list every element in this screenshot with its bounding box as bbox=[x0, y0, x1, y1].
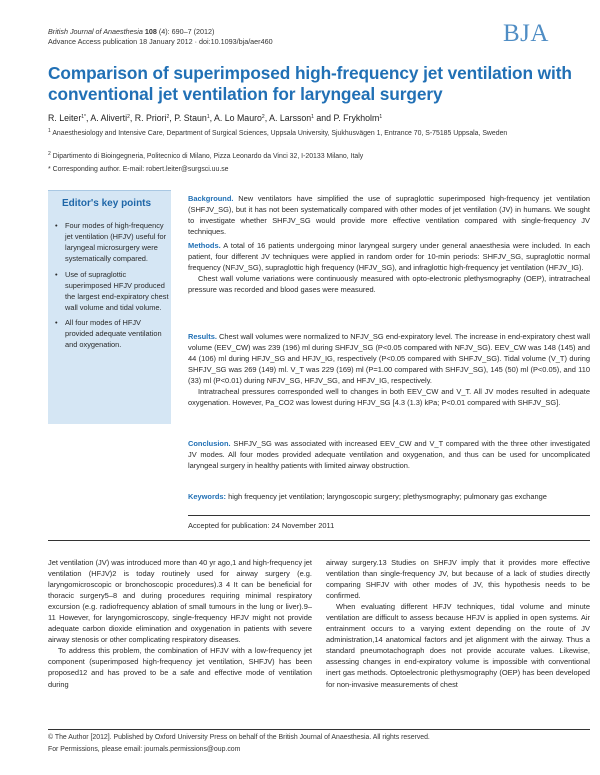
abstract-background bbox=[188, 193, 590, 237]
author-mark: 2 bbox=[261, 114, 265, 120]
section-label: Conclusion. bbox=[188, 439, 231, 448]
author-list: R. Leiter$^{1*}$, A. Aliverti$^2$, R. Priori$^2$, P. Staun$^1$, A. Lo Mauro$^2$, A. Larsson$^1$ and P. Frykholm$^1$ bbox=[48, 113, 383, 123]
bja-logo: BJA bbox=[503, 20, 549, 47]
journal-volume: 108 bbox=[144, 27, 157, 36]
author-mark: 1* bbox=[81, 114, 86, 120]
section-text: A total of 16 patients undergoing minor laryngeal surgery under general anaesthesia were included. In each patient, four different JV techniques were applied in random order for 10-min periods: SHFJV_SG, supraglottic normal frequency (NFJV_SG), supraglottic high frequency (HFJV_SG), and infraglottic high-frequency jet ventilation (HFJV_IG). bbox=[188, 241, 590, 273]
key-points-list bbox=[51, 220, 169, 355]
author: A. Lo Mauro bbox=[214, 113, 262, 123]
key-point-item: • Four modes of high-frequency jet ventilation (HFJV) useful for laryngeal microsurgery were systematically compared. bbox=[51, 220, 169, 264]
section-text: New ventilators have simplified the use of supraglottic superimposed high-frequency jet ventilation (SHFJV_SG), but it has not been systematically compared with other modes of jet ventilation (JV) in humans. We sought to investigate whether SHFJV_SG would provide more effective ventilation compared with single-frequency JV techniques. bbox=[188, 194, 590, 237]
corresponding-author: * Corresponding author. E-mail: robert.leiter@surgsci.uu.se bbox=[48, 166, 229, 173]
abstract-end-rule bbox=[48, 540, 590, 541]
journal-issue: (4): 690–7 (2012) bbox=[158, 27, 215, 36]
section-text: SHFJV_SG was associated with increased EEV_CW and V_T compared with the three other investigated JV modes. All four modes provided adequate ventilation and oxygenation, and thus can be used for uncomplicated laryngeal surgery in healthy patients with limited airway obstruction. bbox=[188, 439, 590, 471]
abstract-divider bbox=[188, 515, 590, 516]
author-mark: 2 bbox=[166, 114, 170, 120]
abstract-results bbox=[188, 331, 590, 408]
author: P. Staun bbox=[174, 113, 207, 123]
key-point-item: • All four modes of HFJV provided adequate ventilation and oxygenation. bbox=[51, 317, 169, 350]
section-text: Chest wall volumes were normalized to NFJV_SG end-expiratory level. The increase in end-expiratory chest wall volume (EEV_CW) was 239 (196) ml during SHFJV_SG (P<0.05 compared with NFJV_SG). EEV_CW was 148 (145) and 44 (106) ml during HFJV_SG and HFJV_IG, respectively (P<0.05 compared with SHFJV_SG). Tidal volume (V_T) during SHFJV_SG was 269 (149) ml. V_T was 229 (169) ml (P=1.00 compared with SHFJV_SG), 145 (50) ml (P<0.05), and 110 (33) ml (P<0.01) during NFJV_SG, HFJV_SG, and HFJV_IG, respectively. bbox=[188, 332, 590, 386]
author: A. Larsson bbox=[269, 113, 312, 123]
author-mark: 1 bbox=[206, 114, 210, 120]
body-left-column bbox=[48, 557, 312, 690]
accepted-date: Accepted for publication: 24 November 2011 bbox=[188, 521, 335, 530]
body-paragraph: Jet ventilation (JV) was introduced more than 40 yr ago,1 and high-frequency jet ventilation (HFJV)2 is today routinely used for airway surgery (e.g. laryngomicroscopic or bronchoscopic procedures).3 4 It can be beneficial for thoracic surgery5–8 and during procedures requiring minimal respiratory excursion (e.g. radiofrequency ablation of small tumours in the lung or liver).9–11 However, for laryngomicroscopy, single-frequency HFJV might not provide adequate carbon dioxide elimination and oxygenation in patients with severe airway stenosis or other complicating respiratory diseases. bbox=[48, 558, 312, 645]
affiliation-1: $^1$ Anaesthesiology and Intensive Care, Department of Surgical Sciences, Uppsala University, Sjukhusvägen 1, Entrance 70, S-75185 Uppsala, Sweden bbox=[48, 128, 508, 137]
author: R. Priori bbox=[134, 113, 167, 123]
author: R. Leiter bbox=[48, 113, 82, 123]
section-text: Chest wall volume variations were continuously measured with opto-electronic plethysmography (OEP), intratracheal pressure was recorded and blood gases were measured. bbox=[188, 274, 590, 295]
journal-name: British Journal of Anaesthesia bbox=[48, 27, 143, 36]
keywords-label: Keywords: bbox=[188, 492, 227, 501]
footer-rule bbox=[48, 729, 590, 730]
body-paragraph: When evaluating different HFJV techniques, tidal volume and minute ventilation are difficult to assess because HFJV is applied in open systems. Air entrainment occurs to a varying extent depending on the route of JV administration,14 anatomical factors and jet alignment with the airway. Thus a standard pneumotachograph does not provide accurate values. Likewise, assessing changes in end-expiratory volume is impossible with conventional inert gas methods. Optoelectronic plethysmography (OEP) has been developed for non-invasive measurements of chest bbox=[326, 602, 590, 689]
advance-access-line: Advance Access publication 18 January 2012 · doi:10.1093/bja/aer460 bbox=[48, 37, 273, 46]
section-label: Methods. bbox=[188, 241, 221, 250]
section-label: Results. bbox=[188, 332, 217, 341]
keywords-text: high frequency jet ventilation; laryngoscopic surgery; plethysmography; pulmonary gas exchange bbox=[228, 492, 547, 501]
author-mark: 1 bbox=[379, 114, 383, 120]
body-paragraph: To address this problem, the combination of HFJV with a low-frequency jet component (superimposed high-frequency jet ventilation, SHFJV) has been proposed12 and has proved to be a safe and effective mode of ventilation during bbox=[48, 646, 312, 689]
key-points-title: Editor's key points bbox=[62, 198, 152, 209]
abstract-methods bbox=[188, 240, 590, 295]
section-text: Intratracheal pressures corresponded well to changes in both EEV_CW and V_T. All JV modes resulted in adequate oxygenation. However, Pa_CO2 was lowest during HFJV_SG [4.3 (1.3) kPa; P<0.01 compared with SHFJV_SG]. bbox=[188, 387, 590, 408]
article-title: Comparison of superimposed high-frequency jet ventilation with conventional jet ventilation for laryngeal surgery bbox=[48, 63, 572, 104]
key-point-item: • Use of supraglottic superimposed HFJV produced the largest end-expiratory chest wall volume and tidal volume. bbox=[51, 269, 169, 313]
section-label: Background. bbox=[188, 194, 234, 203]
author-mark: 2 bbox=[127, 114, 130, 120]
abstract-conclusion bbox=[188, 438, 590, 471]
body-paragraph: airway surgery.13 Studies on SHFJV imply that it provides more effective ventilation than single-frequency JV, but because of a lack of studies directly comparing SHFJV with other modes of JV, this hypothesis needs to be confirmed. bbox=[326, 558, 590, 601]
body-right-column bbox=[326, 557, 590, 690]
abstract-keywords bbox=[188, 491, 590, 502]
permissions-line: For Permissions, please email: journals.permissions@oup.com bbox=[48, 746, 241, 753]
affiliation-2: $^2$ Dipartimento di Bioingegneria, Politecnico di Milano, Pizza Leonardo da Vinci 32, I-20133 Milano, Italy bbox=[48, 151, 364, 160]
journal-citation bbox=[48, 27, 273, 47]
copyright-line: © The Author [2012]. Published by Oxford University Press on behalf of the British Journal of Anaesthesia. All rights reserved. bbox=[48, 734, 430, 741]
author-mark: 1 bbox=[311, 114, 314, 120]
author: A. Aliverti bbox=[90, 113, 128, 123]
author: P. Frykholm bbox=[333, 113, 380, 123]
